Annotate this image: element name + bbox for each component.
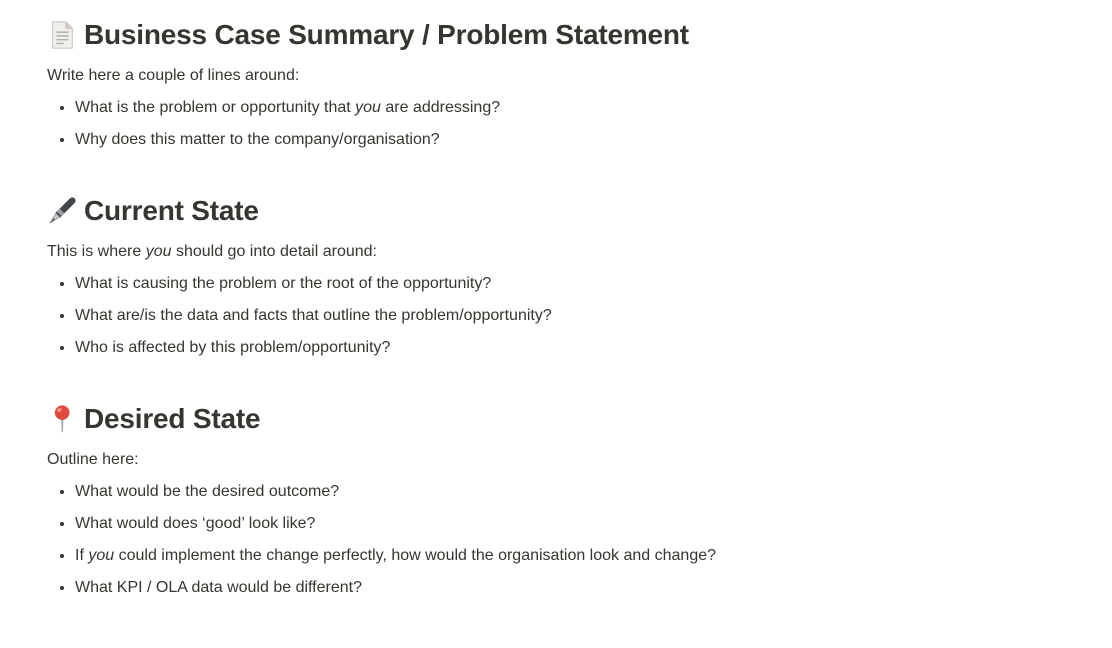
list-item — [75, 544, 1065, 568]
fountain-pen-icon — [47, 196, 77, 226]
bullet-list — [47, 272, 1065, 360]
section-title-text: Business Case Summary / Problem Statement — [84, 19, 689, 50]
section-intro: Outline here: — [47, 451, 139, 468]
page-facing-up-icon — [47, 20, 77, 50]
section-title-text: Current State — [84, 195, 259, 226]
list-item — [75, 304, 1065, 328]
list-item — [75, 272, 1065, 296]
section-intro: This is where you should go into detail around: — [47, 243, 377, 260]
list-item-text: Who is affected by this problem/opportunity? — [75, 339, 391, 356]
section-desired-state — [47, 399, 1065, 600]
list-item-text: What would does ‘good’ look like? — [75, 515, 316, 532]
list-item-text: What is causing the problem or the root of the opportunity? — [75, 275, 492, 292]
list-item-text: What are/is the data and facts that outline the problem/opportunity? — [75, 307, 552, 324]
list-item — [75, 336, 1065, 360]
bullet-list — [47, 96, 1065, 152]
list-item — [75, 512, 1065, 536]
list-item-text: What is the problem or opportunity that you are addressing? — [75, 99, 501, 116]
list-item-text: What would be the desired outcome? — [75, 483, 340, 500]
list-item — [75, 128, 1065, 152]
section-heading — [47, 399, 1065, 439]
list-item — [75, 480, 1065, 504]
section-business-case-summary — [47, 15, 1065, 152]
section-intro: Write here a couple of lines around: — [47, 67, 300, 84]
round-pushpin-icon — [47, 404, 77, 434]
list-item-text: If you could implement the change perfectly, how would the organisation look and change? — [75, 547, 717, 564]
section-title-text: Desired State — [84, 403, 261, 434]
bullet-list — [47, 480, 1065, 600]
section-current-state — [47, 191, 1065, 360]
section-heading — [47, 191, 1065, 231]
list-item — [75, 576, 1065, 600]
section-heading — [47, 15, 1065, 55]
list-item-text: What KPI / OLA data would be different? — [75, 579, 362, 596]
list-item — [75, 96, 1065, 120]
list-item-text: Why does this matter to the company/organisation? — [75, 131, 440, 148]
